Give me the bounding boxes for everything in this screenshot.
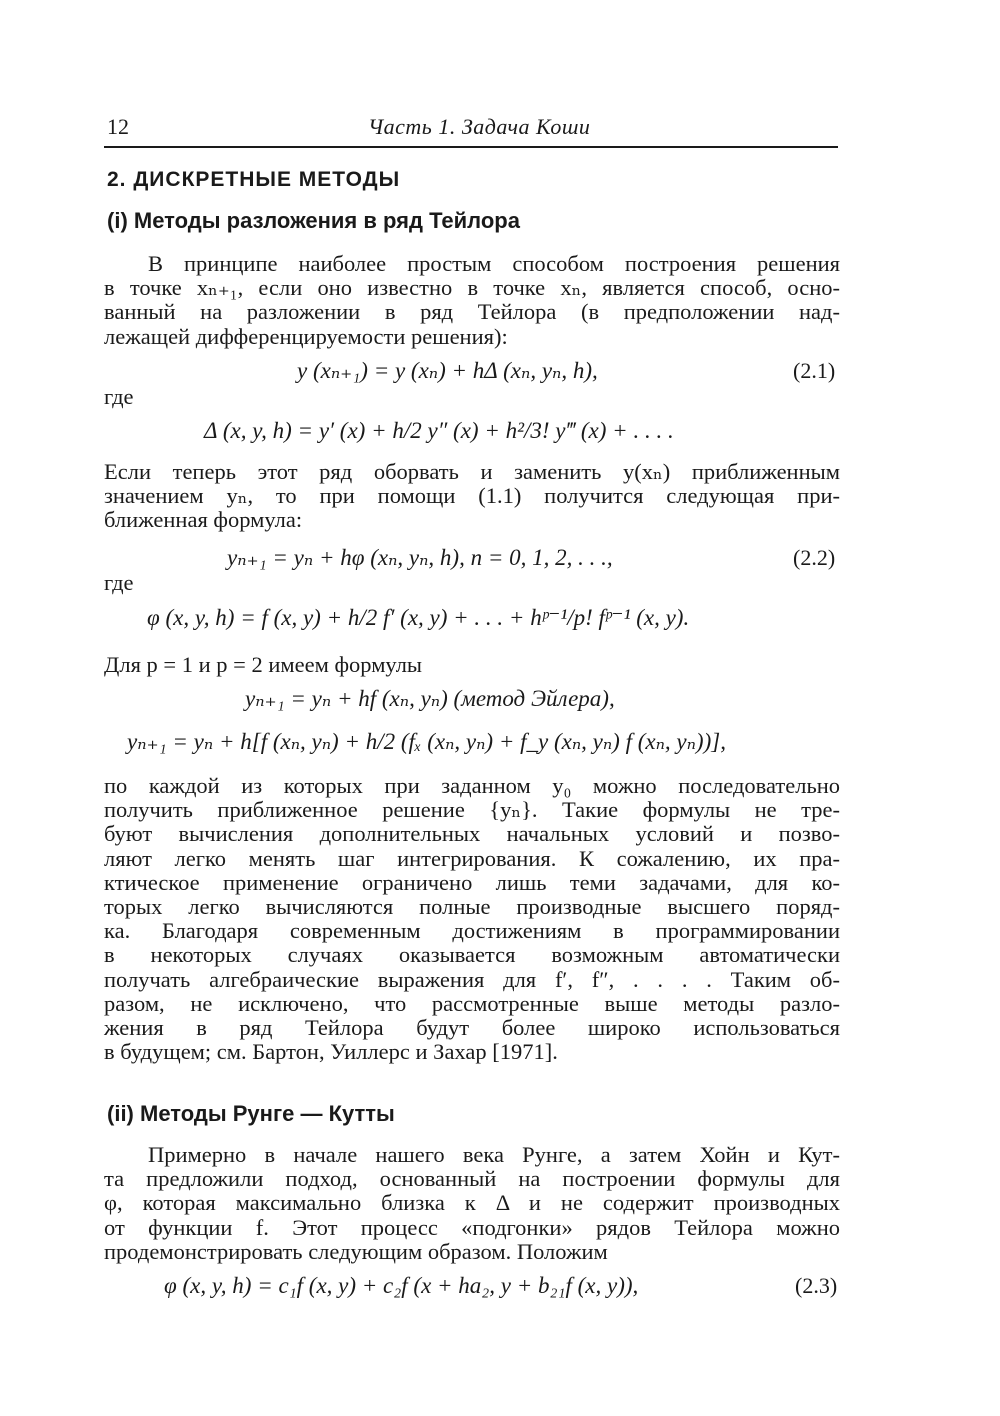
paragraph-intro [104, 252, 840, 349]
text-line: от функции f. Этот процесс «подгонки» рядов Тейлора можно [104, 1214, 840, 1240]
page-number: 12 [107, 114, 129, 139]
text-line: торых легко вычисляются полные производные высшего поряд- [104, 893, 840, 919]
section-title: 2. ДИСКРЕТНЫЕ МЕТОДЫ [107, 168, 401, 191]
text-line: ка. Благодаря современным достижениям в программировании [104, 918, 840, 944]
text-line: разом, не исключено, что рассмотренные выше методы разло- [104, 990, 840, 1016]
text-line: ляют легко менять шаг интегрирования. К сожалению, их пра- [104, 845, 840, 871]
equation-phi: φ (x, y, h) = f (x, y) + h/2 f′ (x, y) + . . . + hᵖ⁻¹/p! fᵖ⁻¹ (x, y). [147, 605, 690, 630]
text-line: φ, которая максимально близка к Δ и не содержит производных [104, 1190, 840, 1216]
text-line: Примерно в начале нашего века Рунге, а затем Хойн и Кут- [148, 1142, 840, 1167]
where-label: где [104, 384, 134, 409]
paragraph-runge-kutta [104, 1143, 840, 1264]
text-line: продемонстрировать следующим образом. Положим [104, 1238, 608, 1264]
subsection-title-runge-kutta: (ii) Методы Рунге — Кутты [107, 1101, 395, 1126]
equation-number-2-1: (2.1) [793, 358, 836, 383]
equation-taylor-order2: yₙ₊₁ = yₙ + h[f (xₙ, yₙ) + h/2 (fₓ (xₙ, yₙ) + f_y (xₙ, yₙ) f (xₙ, yₙ))], [127, 729, 726, 754]
text-line: жения в ряд Тейлора будут более широко использоваться [104, 1014, 840, 1040]
paragraph-discussion [104, 774, 840, 1064]
equation-2-3: φ (x, y, h) = c₁f (x, y) + c₂f (x + ha₂, y + b₂₁f (x, y)), [164, 1273, 639, 1298]
text-line: в точке xₙ₊₁, если оно известно в точке xₙ, является способ, осно- [104, 275, 840, 301]
text-line: ближенная формула: [104, 507, 303, 533]
equation-delta: Δ (x, y, h) = y′ (x) + h/2 y″ (x) + h²/3! y‴ (x) + . . . . [204, 418, 674, 443]
equation-2-2: yₙ₊₁ = yₙ + hφ (xₙ, yₙ, h), n = 0, 1, 2, . . ., [227, 545, 613, 570]
equation-number-2-3: (2.3) [795, 1273, 838, 1298]
equation-number-2-2: (2.2) [793, 545, 836, 570]
text-line: в будущем; см. Бартон, Уиллерс и Захар [1971]. [104, 1039, 558, 1065]
text-line: Если теперь этот ряд оборвать и заменить y(xₙ) приближенным [104, 459, 840, 484]
equation-euler: yₙ₊₁ = yₙ + hf (xₙ, yₙ) (метод Эйлера), [245, 686, 615, 711]
text-line: буют вычисления дополнительных начальных условий и позво- [104, 821, 840, 847]
text-line: ктическое применение ограничено лишь теми задачами, для ко- [104, 869, 840, 895]
where-label: где [104, 570, 134, 595]
text-line: В принципе наиболее простым способом построения решения [148, 251, 840, 276]
header-rule [104, 146, 838, 148]
text-line: та предложили подход, основанный на построении формулы для [104, 1166, 840, 1192]
text-line: ванный на разложении в ряд Тейлора (в предположении над- [104, 299, 840, 325]
text-line: лежащей дифференцируемости решения): [104, 323, 508, 349]
paragraph-p-cases: Для p = 1 и p = 2 имеем формулы [104, 652, 423, 677]
running-title: Часть 1. Задача Коши [368, 114, 591, 139]
text-line: получать алгебраические выражения для f′, f″, . . . . Таким об- [104, 966, 840, 992]
text-line: значением yₙ, то при помощи (1.1) получится следующая при- [104, 483, 840, 509]
text-line: получить приближенное решение {yₙ}. Такие формулы не тре- [104, 797, 840, 823]
text-line: по каждой из которых при заданном y₀ можно последовательно [104, 773, 840, 798]
equation-2-1: y (xₙ₊₁) = y (xₙ) + hΔ (xₙ, yₙ, h), [297, 358, 598, 383]
subsection-title-taylor: (i) Методы разложения в ряд Тейлора [107, 208, 520, 233]
paragraph-truncation [104, 460, 840, 533]
text-line: в некоторых случаях оказывается возможным автоматически [104, 942, 840, 968]
